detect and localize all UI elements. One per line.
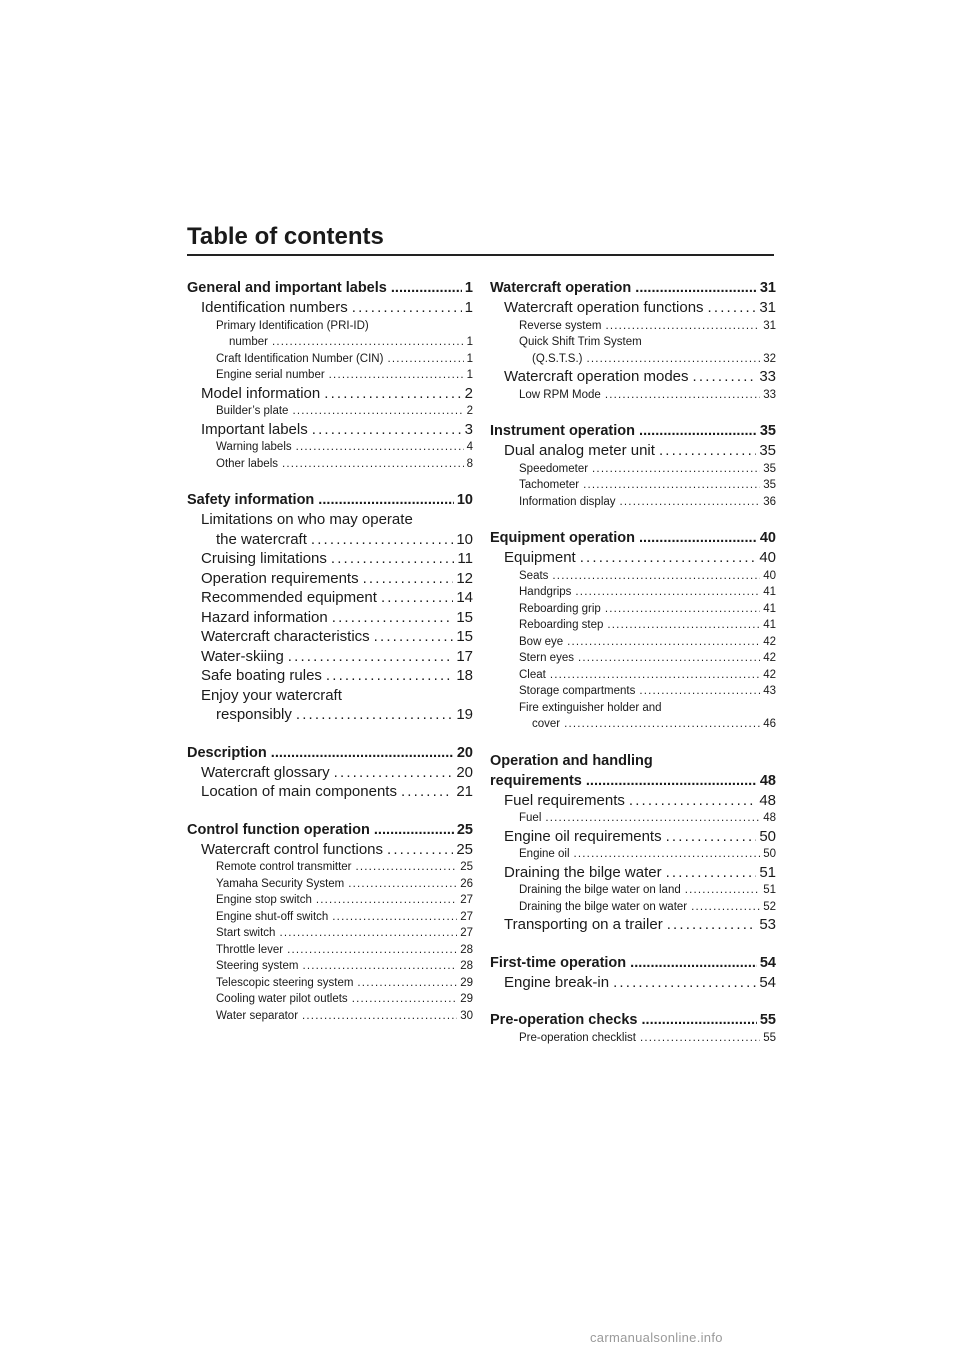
dot-leader bbox=[659, 441, 756, 461]
toc-subentry[interactable] bbox=[490, 650, 776, 667]
toc-entry-title: Start switch bbox=[216, 927, 276, 939]
toc-page-number: 15 bbox=[456, 608, 473, 626]
dot-leader bbox=[691, 899, 760, 916]
toc-entry-title: Storage compartments bbox=[519, 685, 636, 697]
toc-entry-title: Engine break-in bbox=[504, 973, 610, 991]
toc-entry-title: Other labels bbox=[216, 457, 279, 470]
dot-leader bbox=[667, 915, 757, 935]
toc-entry-title: Reboarding grip bbox=[519, 602, 601, 615]
toc-page-number: 21 bbox=[456, 783, 473, 800]
toc-entry[interactable] bbox=[187, 569, 473, 589]
toc-subentry[interactable] bbox=[187, 958, 473, 975]
toc-subentry[interactable] bbox=[490, 568, 776, 585]
toc-page-number: 35 bbox=[759, 442, 776, 459]
toc-entry-title: the watercraft bbox=[216, 530, 307, 548]
dot-leader bbox=[586, 351, 760, 368]
dot-leader bbox=[575, 584, 760, 601]
dot-leader bbox=[635, 278, 757, 298]
toc-subentry[interactable] bbox=[490, 477, 776, 494]
toc-page-number: 31 bbox=[763, 319, 776, 332]
toc-subentry[interactable] bbox=[490, 700, 776, 717]
toc-entry-title: Remote control transmitter bbox=[216, 861, 352, 873]
dot-leader bbox=[374, 627, 454, 647]
dot-leader bbox=[352, 298, 462, 318]
dot-leader bbox=[302, 958, 457, 975]
toc-page-number: 10 bbox=[456, 530, 473, 548]
toc-subentry[interactable] bbox=[490, 387, 776, 404]
toc-entry-title: Tachometer bbox=[519, 479, 580, 491]
toc-page-number: 11 bbox=[457, 550, 473, 567]
toc-entry-title: Safety information bbox=[187, 492, 315, 508]
dot-leader bbox=[592, 461, 760, 478]
dot-leader bbox=[348, 876, 457, 893]
dot-leader bbox=[693, 367, 757, 387]
toc-entry-title: Draining the bilge water on water bbox=[519, 900, 688, 913]
toc-page-number: 27 bbox=[460, 927, 473, 939]
toc-page-number: 1 bbox=[464, 299, 473, 316]
toc-subentry[interactable] bbox=[187, 925, 473, 942]
toc-entry-title: Water-skiing bbox=[201, 647, 284, 665]
dot-leader bbox=[607, 617, 760, 634]
dot-leader bbox=[639, 683, 760, 700]
toc-page-number: 41 bbox=[763, 602, 776, 615]
toc-page-number: 35 bbox=[763, 462, 776, 475]
toc-page-number: 40 bbox=[759, 530, 776, 546]
toc-page-number: 26 bbox=[460, 877, 473, 890]
toc-subentry[interactable] bbox=[187, 439, 473, 456]
dot-leader bbox=[296, 705, 453, 725]
toc-entry-title: responsibly bbox=[216, 706, 292, 723]
toc-page-number: 51 bbox=[759, 863, 776, 881]
toc-section-heading[interactable] bbox=[490, 421, 776, 441]
dot-leader bbox=[332, 909, 457, 926]
toc-subentry[interactable] bbox=[490, 461, 776, 478]
toc-page-number: 2 bbox=[464, 384, 473, 402]
dot-leader bbox=[567, 634, 760, 651]
toc-entry-title: Engine oil bbox=[519, 848, 570, 860]
dot-leader bbox=[302, 1008, 457, 1025]
toc-subentry[interactable] bbox=[490, 584, 776, 601]
toc-subentry[interactable] bbox=[187, 334, 473, 351]
toc-section-heading[interactable] bbox=[187, 820, 473, 840]
toc-entry-title: Transporting on a trailer bbox=[504, 916, 663, 933]
toc-entry-title: Throttle lever bbox=[216, 943, 284, 956]
toc-entry-title: Safe boating rules bbox=[201, 667, 322, 684]
dot-leader bbox=[332, 608, 454, 628]
toc-page-number: 33 bbox=[759, 368, 776, 385]
toc-entry-title: Limitations on who may operate bbox=[201, 511, 413, 528]
toc-section-heading[interactable] bbox=[187, 743, 473, 763]
toc-entry-title: Watercraft operation modes bbox=[504, 368, 689, 385]
dot-leader bbox=[545, 810, 760, 827]
toc-entry-title: Pre-operation checks bbox=[490, 1012, 638, 1028]
toc-section-heading[interactable] bbox=[490, 771, 776, 791]
toc-entry-title: Speedometer bbox=[519, 462, 589, 475]
toc-entry-title: Fuel requirements bbox=[504, 791, 625, 809]
dot-leader bbox=[550, 667, 760, 684]
toc-entry[interactable] bbox=[490, 863, 776, 883]
toc-section-heading[interactable] bbox=[490, 528, 776, 548]
toc-page-number: 12 bbox=[456, 569, 473, 587]
toc-page-number: 41 bbox=[763, 586, 776, 598]
dot-leader bbox=[641, 1010, 756, 1030]
toc-entry[interactable] bbox=[187, 705, 473, 725]
toc-subentry[interactable] bbox=[490, 334, 776, 351]
toc-entry-title: Model information bbox=[201, 384, 321, 402]
toc-entry-title: Description bbox=[187, 744, 267, 761]
dot-leader bbox=[352, 991, 458, 1008]
toc-subentry[interactable] bbox=[490, 716, 776, 733]
dot-leader bbox=[316, 892, 457, 909]
toc-entry[interactable] bbox=[490, 298, 776, 318]
toc-entry[interactable] bbox=[187, 588, 473, 608]
toc-page-number: 40 bbox=[763, 569, 776, 582]
dot-leader bbox=[387, 351, 463, 368]
dot-leader bbox=[272, 334, 464, 351]
toc-section-heading[interactable] bbox=[187, 490, 473, 510]
toc-entry-title: Engine stop switch bbox=[216, 894, 312, 906]
dot-leader bbox=[279, 925, 457, 942]
toc-entry-title: Important labels bbox=[201, 420, 308, 438]
toc-page-number: 54 bbox=[759, 973, 776, 991]
toc-page-number: 14 bbox=[456, 589, 473, 606]
toc-entry-title: Handgrips bbox=[519, 586, 572, 598]
toc-subentry[interactable] bbox=[187, 456, 473, 473]
dot-leader bbox=[334, 763, 454, 783]
toc-subentry[interactable] bbox=[187, 942, 473, 959]
toc-entry[interactable] bbox=[490, 548, 776, 568]
toc-page-number: 35 bbox=[763, 479, 776, 491]
toc-entry[interactable] bbox=[187, 510, 473, 530]
toc-page-number: 27 bbox=[460, 910, 473, 923]
toc-page-number: 31 bbox=[759, 299, 776, 316]
toc-page-number: 29 bbox=[460, 993, 473, 1005]
toc-subentry[interactable] bbox=[490, 318, 776, 335]
toc-subentry[interactable] bbox=[490, 634, 776, 651]
toc-page-number: 55 bbox=[763, 1032, 776, 1044]
toc-page-number: 28 bbox=[460, 943, 473, 956]
toc-entry-title: Cruising limitations bbox=[201, 550, 327, 567]
toc-page-number: 50 bbox=[763, 848, 776, 860]
toc-column-left bbox=[187, 278, 473, 1024]
toc-page-number: 52 bbox=[763, 900, 776, 913]
toc-page-number: 20 bbox=[456, 763, 473, 781]
toc-entry[interactable] bbox=[490, 441, 776, 461]
toc-page-number: 3 bbox=[464, 420, 473, 438]
dot-leader bbox=[287, 942, 457, 959]
toc-entry-title: Cleat bbox=[519, 668, 546, 681]
toc-entry-title: requirements bbox=[490, 772, 582, 789]
toc-entry-title: Watercraft control functions bbox=[201, 840, 384, 858]
toc-page-number: 50 bbox=[759, 827, 776, 845]
toc-entry-title: Control function operation bbox=[187, 821, 370, 838]
toc-subentry[interactable] bbox=[187, 367, 473, 384]
toc-page-number: 32 bbox=[763, 352, 776, 365]
dot-leader bbox=[605, 318, 760, 335]
toc-entry[interactable] bbox=[187, 420, 473, 440]
dot-leader bbox=[605, 601, 760, 618]
dot-leader bbox=[552, 568, 760, 585]
dot-leader bbox=[574, 846, 761, 863]
toc-page-number: 1 bbox=[466, 336, 473, 348]
toc-entry-title: Dual analog meter unit bbox=[504, 442, 655, 459]
toc-entry-title: Builder’s plate bbox=[216, 405, 289, 417]
dot-leader bbox=[387, 840, 453, 860]
toc-page-number: 1 bbox=[466, 369, 473, 381]
dot-leader bbox=[640, 1030, 760, 1047]
toc-entry-title: Identification numbers bbox=[201, 299, 348, 316]
toc-entry[interactable] bbox=[490, 915, 776, 935]
toc-subentry[interactable] bbox=[490, 846, 776, 863]
dot-leader bbox=[586, 771, 757, 791]
dot-leader bbox=[630, 953, 757, 973]
toc-section-heading[interactable] bbox=[490, 751, 776, 771]
toc-entry-title: General and important labels bbox=[187, 280, 387, 296]
toc-entry[interactable] bbox=[187, 384, 473, 404]
toc-subentry[interactable] bbox=[490, 683, 776, 700]
toc-section-heading[interactable] bbox=[490, 278, 776, 298]
toc-entry-title: Draining the bilge water on land bbox=[519, 884, 681, 896]
toc-page-number: 46 bbox=[763, 718, 776, 730]
dot-leader bbox=[381, 588, 453, 608]
toc-subentry[interactable] bbox=[187, 892, 473, 909]
dot-leader bbox=[639, 528, 757, 548]
toc-page-number: 1 bbox=[464, 280, 473, 296]
toc-entry-title: Bow eye bbox=[519, 635, 564, 648]
toc-subentry[interactable] bbox=[490, 351, 776, 368]
toc-page-number: 36 bbox=[763, 495, 776, 508]
toc-subentry[interactable] bbox=[490, 882, 776, 899]
dot-leader bbox=[311, 530, 453, 550]
toc-page-number: 19 bbox=[456, 706, 473, 723]
toc-page-number: 48 bbox=[763, 812, 776, 824]
toc-entry[interactable] bbox=[490, 367, 776, 387]
toc-subentry[interactable] bbox=[490, 617, 776, 634]
page-title: Table of contents bbox=[187, 222, 774, 256]
toc-page-number: 43 bbox=[763, 685, 776, 697]
toc-page-number: 10 bbox=[456, 492, 473, 508]
toc-subentry[interactable] bbox=[187, 975, 473, 992]
dot-leader bbox=[282, 456, 464, 473]
toc-section-heading[interactable] bbox=[490, 1010, 776, 1030]
dot-leader bbox=[363, 569, 454, 589]
toc-page-number: 42 bbox=[763, 668, 776, 681]
toc-page-number: 51 bbox=[763, 884, 776, 896]
toc-page-number: 4 bbox=[466, 441, 473, 453]
dot-leader bbox=[666, 827, 757, 847]
toc-entry-title: Telescopic steering system bbox=[216, 976, 354, 989]
toc-subentry[interactable] bbox=[187, 318, 473, 335]
toc-entry[interactable] bbox=[187, 298, 473, 318]
toc-entry-title: Reboarding step bbox=[519, 619, 604, 631]
toc-page-number: 15 bbox=[456, 628, 473, 645]
dot-leader bbox=[312, 420, 462, 440]
toc-entry-title: Low RPM Mode bbox=[519, 388, 601, 401]
toc-entry-title: Quick Shift Trim System bbox=[519, 336, 642, 348]
toc-page-number: 28 bbox=[460, 960, 473, 972]
toc-section-heading[interactable] bbox=[187, 278, 473, 298]
dot-leader bbox=[639, 421, 757, 441]
toc-entry-title: Warning labels bbox=[216, 441, 292, 453]
toc-entry-title: Seats bbox=[519, 569, 549, 582]
dot-leader bbox=[620, 494, 761, 511]
toc-entry-title: Steering system bbox=[216, 960, 299, 972]
dot-leader bbox=[271, 743, 454, 763]
toc-page-number: 29 bbox=[460, 976, 473, 989]
toc-entry-title: Fire extinguisher holder and bbox=[519, 701, 662, 714]
toc-subentry[interactable] bbox=[187, 859, 473, 876]
toc-page-number: 25 bbox=[456, 821, 473, 838]
dot-leader bbox=[318, 490, 454, 510]
toc-entry[interactable] bbox=[187, 627, 473, 647]
toc-page-number: 18 bbox=[456, 667, 473, 684]
dot-leader bbox=[564, 716, 760, 733]
toc-entry-title: Engine serial number bbox=[216, 369, 325, 381]
dot-leader bbox=[685, 882, 760, 899]
dot-leader bbox=[296, 439, 464, 456]
toc-entry[interactable] bbox=[187, 530, 473, 550]
dot-leader bbox=[613, 973, 756, 993]
toc-entry[interactable] bbox=[490, 973, 776, 993]
toc-entry-title: Recommended equipment bbox=[201, 589, 377, 606]
toc-subentry[interactable] bbox=[187, 351, 473, 368]
toc-page-number: 25 bbox=[456, 840, 473, 858]
dot-leader bbox=[357, 975, 457, 992]
toc-entry-title: Engine shut-off switch bbox=[216, 910, 329, 923]
toc-entry-title: cover bbox=[532, 718, 561, 730]
toc-page-number: 31 bbox=[759, 280, 776, 296]
dot-leader bbox=[331, 549, 455, 569]
toc-page-number: 8 bbox=[466, 457, 473, 470]
toc-subentry[interactable] bbox=[187, 1008, 473, 1025]
toc-page-number: 40 bbox=[759, 549, 776, 566]
toc-entry-title: Pre-operation checklist bbox=[519, 1032, 636, 1044]
toc-page-number: 48 bbox=[759, 791, 776, 809]
dot-leader bbox=[288, 647, 454, 667]
toc-entry-title: Craft Identification Number (CIN) bbox=[216, 352, 384, 365]
toc-entry[interactable] bbox=[187, 782, 473, 802]
toc-entry-title: Reverse system bbox=[519, 319, 602, 332]
toc-entry-title: Information display bbox=[519, 495, 616, 508]
toc-subentry[interactable] bbox=[187, 876, 473, 893]
toc-entry-title: Stern eyes bbox=[519, 652, 574, 664]
toc-entry[interactable] bbox=[187, 608, 473, 628]
toc-section-heading[interactable] bbox=[490, 953, 776, 973]
toc-page-number: 30 bbox=[460, 1009, 473, 1022]
dot-leader bbox=[326, 666, 453, 686]
toc-entry-title: Instrument operation bbox=[490, 423, 636, 439]
toc-page-number: 42 bbox=[763, 652, 776, 664]
toc-entry-title: Equipment operation bbox=[490, 530, 635, 546]
toc-page-number: 35 bbox=[759, 423, 776, 439]
toc-entry-title: Enjoy your watercraft bbox=[201, 686, 342, 704]
toc-page-number: 27 bbox=[460, 894, 473, 906]
toc-subentry[interactable] bbox=[490, 494, 776, 511]
dot-leader bbox=[356, 859, 458, 876]
toc-entry-title: Draining the bilge water bbox=[504, 863, 662, 881]
toc-entry-title: Operation and handling bbox=[490, 752, 653, 769]
toc-subentry[interactable] bbox=[490, 899, 776, 916]
toc-entry-title: number bbox=[229, 336, 268, 348]
toc-entry-title: Primary Identification (PRI-ID) bbox=[216, 319, 369, 332]
dot-leader bbox=[329, 367, 464, 384]
toc-entry[interactable] bbox=[490, 827, 776, 847]
toc-subentry[interactable] bbox=[490, 667, 776, 684]
toc-subentry[interactable] bbox=[187, 909, 473, 926]
toc-page-number: 33 bbox=[763, 388, 776, 401]
toc-entry-title: (Q.S.T.S.) bbox=[532, 352, 583, 365]
toc-entry-title: Watercraft glossary bbox=[201, 763, 330, 781]
toc-entry-title: Equipment bbox=[504, 549, 576, 566]
toc-page-number: 2 bbox=[466, 405, 473, 417]
toc-entry-title: Fuel bbox=[519, 812, 542, 824]
toc-entry-title: Water separator bbox=[216, 1009, 299, 1022]
toc-entry[interactable] bbox=[490, 791, 776, 811]
dot-leader bbox=[292, 403, 463, 420]
toc-subentry[interactable] bbox=[490, 1030, 776, 1047]
toc-page-number: 55 bbox=[759, 1012, 776, 1028]
toc-subentry[interactable] bbox=[490, 601, 776, 618]
toc-subentry[interactable] bbox=[490, 810, 776, 827]
dot-leader bbox=[401, 782, 453, 802]
dot-leader bbox=[391, 278, 462, 298]
toc-page-number: 41 bbox=[763, 619, 776, 631]
dot-leader bbox=[629, 791, 756, 811]
toc-entry-title: Engine oil requirements bbox=[504, 827, 662, 845]
toc-entry[interactable] bbox=[187, 666, 473, 686]
toc-page-number: 25 bbox=[460, 861, 473, 873]
toc-entry[interactable] bbox=[187, 686, 473, 706]
watermark: carmanualsonline.info bbox=[590, 1330, 723, 1345]
toc-page-number: 54 bbox=[759, 954, 776, 971]
toc-entry-title: Watercraft operation functions bbox=[504, 299, 704, 316]
toc-subentry[interactable] bbox=[187, 991, 473, 1008]
dot-leader bbox=[578, 650, 760, 667]
dot-leader bbox=[324, 384, 461, 404]
toc-entry-title: Watercraft operation bbox=[490, 280, 632, 296]
toc-entry-title: Watercraft characteristics bbox=[201, 628, 370, 645]
toc-entry-title: Hazard information bbox=[201, 608, 328, 626]
toc-page-number: 53 bbox=[759, 916, 776, 933]
dot-leader bbox=[374, 820, 454, 840]
toc-page-number: 17 bbox=[456, 647, 473, 665]
toc-entry-title: Operation requirements bbox=[201, 569, 359, 587]
dot-leader bbox=[580, 548, 757, 568]
toc-entry-title: Location of main components bbox=[201, 783, 397, 800]
toc-entry[interactable] bbox=[187, 647, 473, 667]
toc-subentry[interactable] bbox=[187, 403, 473, 420]
toc-page-number: 20 bbox=[456, 744, 473, 761]
dot-leader bbox=[605, 387, 760, 404]
toc-page-number: 48 bbox=[759, 772, 776, 789]
toc-page-number: 1 bbox=[466, 352, 473, 365]
toc-page-number: 42 bbox=[763, 635, 776, 648]
dot-leader bbox=[666, 863, 757, 883]
toc-entry-title: First-time operation bbox=[490, 954, 627, 971]
toc-entry[interactable] bbox=[187, 763, 473, 783]
toc-entry-title: Cooling water pilot outlets bbox=[216, 993, 348, 1005]
toc-entry-title: Yamaha Security System bbox=[216, 877, 345, 890]
toc-entry[interactable] bbox=[187, 549, 473, 569]
dot-leader bbox=[583, 477, 760, 494]
dot-leader bbox=[708, 298, 757, 318]
toc-column-right bbox=[490, 278, 776, 1047]
toc-entry[interactable] bbox=[187, 840, 473, 860]
